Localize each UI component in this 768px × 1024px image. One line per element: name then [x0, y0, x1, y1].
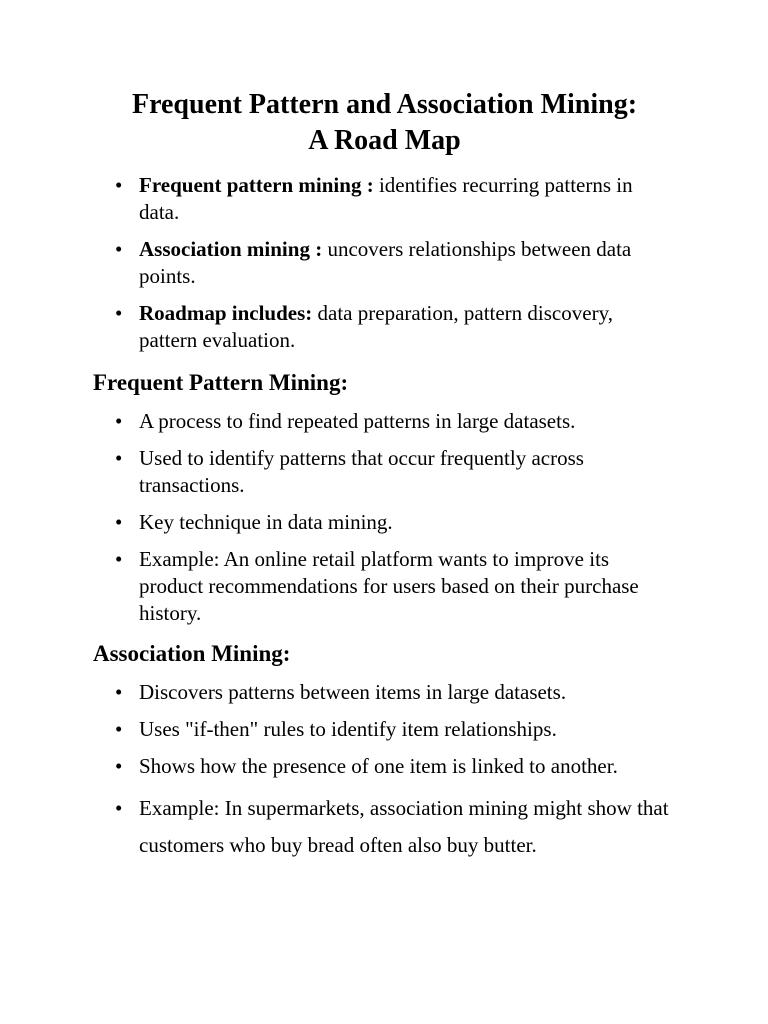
bullet-icon: • — [115, 680, 123, 704]
list-item — [93, 753, 676, 780]
bullet-icon: • — [115, 510, 123, 534]
list-item-text: Key technique in data mining. — [139, 510, 393, 534]
bullet-icon: • — [115, 547, 123, 571]
list-item — [93, 716, 676, 743]
list-item — [93, 509, 676, 536]
list-item — [93, 445, 676, 499]
bullet-icon: • — [115, 796, 123, 820]
intro-list — [93, 172, 676, 354]
bullet-icon: • — [115, 173, 123, 197]
list-item — [93, 300, 676, 354]
title-line-2: A Road Map — [308, 125, 461, 156]
list-item — [93, 790, 676, 864]
bullet-icon: • — [115, 717, 123, 741]
bullet-icon: • — [115, 754, 123, 778]
intro-term: Roadmap includes: — [139, 301, 313, 325]
bullet-icon: • — [115, 301, 123, 325]
list-item-text: A process to find repeated patterns in large datasets. — [139, 409, 576, 433]
list-item-text: Example: An online retail platform wants to improve its product recommendations for users based on their purchase history. — [139, 547, 639, 625]
list-item-text: Used to identify patterns that occur frequently across transactions. — [139, 446, 584, 497]
list-item — [93, 236, 676, 290]
list-item-text: Uses "if-then" rules to identify item relationships. — [139, 717, 557, 741]
association-list — [93, 679, 676, 864]
bullet-icon: • — [115, 237, 123, 261]
list-item — [93, 546, 676, 627]
title-line-1: Frequent Pattern and Association Mining: — [131, 89, 638, 120]
intro-text: identifies recurring patterns in data. — [139, 173, 633, 224]
section-heading-frequent-pattern: Frequent Pattern Mining: — [93, 370, 349, 395]
list-item-text: Example: In supermarkets, association mining might show that customers who buy bread often also buy butter. — [139, 796, 669, 857]
section-heading-association: Association Mining: — [93, 641, 291, 666]
intro-text: uncovers relationships between data points. — [139, 237, 632, 288]
list-item-text: Discovers patterns between items in large datasets. — [139, 680, 567, 704]
intro-text: data preparation, pattern discovery, pattern evaluation. — [139, 301, 613, 352]
bullet-icon: • — [115, 409, 123, 433]
list-item-text: Shows how the presence of one item is linked to another. — [139, 754, 618, 778]
list-item — [93, 172, 676, 226]
list-item — [93, 408, 676, 435]
frequent-pattern-list — [93, 408, 676, 627]
list-item — [93, 679, 676, 706]
intro-term: Association mining : — [139, 237, 323, 261]
document-title — [93, 87, 676, 159]
bullet-icon: • — [115, 446, 123, 470]
intro-term: Frequent pattern mining : — [139, 173, 374, 197]
